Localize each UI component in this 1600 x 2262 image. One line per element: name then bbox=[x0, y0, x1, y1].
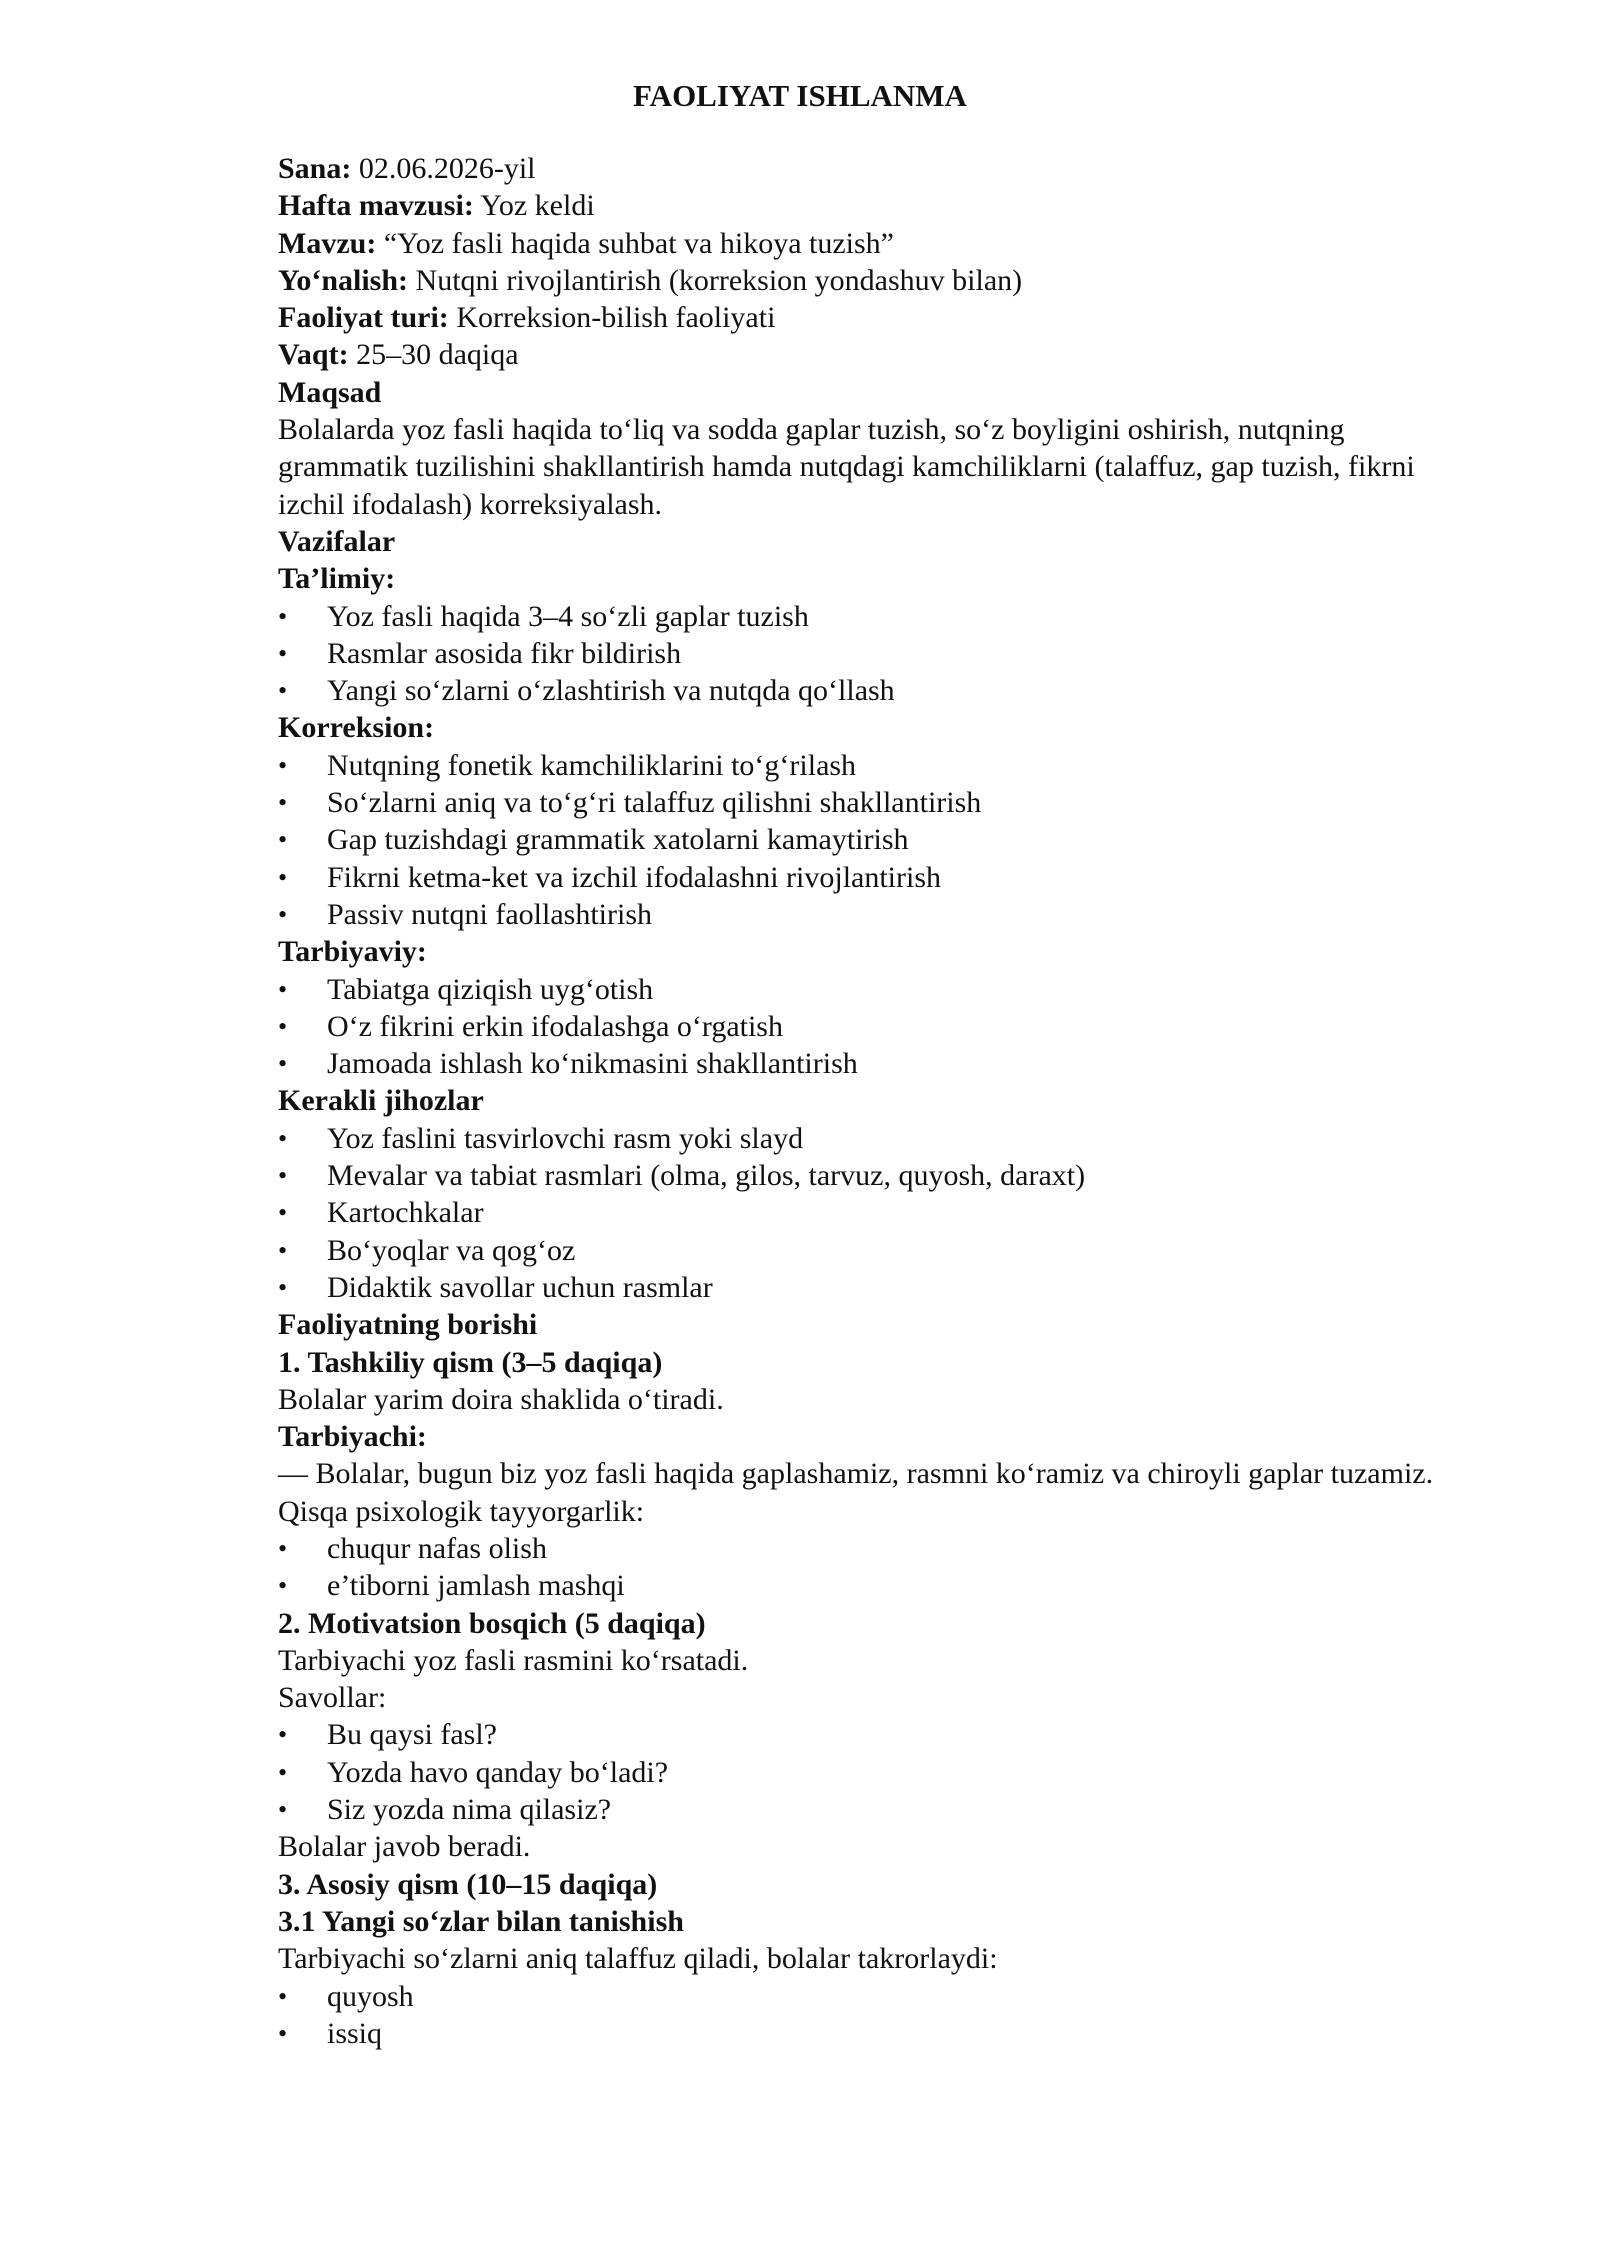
heading-jihozlar: Kerakli jihozlar bbox=[278, 1084, 484, 1118]
list-item: • Fikrni ketma-ket va izchil ifodalashni rivojlantirish bbox=[278, 859, 1458, 896]
meta-activity-type: Faoliyat turi: Korreksion-bilish faoliyati bbox=[278, 301, 776, 335]
bullet-icon: • bbox=[278, 1571, 288, 1601]
section-1-text: Bolalar yarim doira shaklida oʻtiradi. bbox=[278, 1382, 724, 1416]
speaker-label: Tarbiyachi: bbox=[278, 1420, 427, 1454]
meta-direction: Yoʻnalish: Nutqni rivojlantirish (korreksion yondashuv bilan) bbox=[278, 263, 1023, 297]
list-item: • e’tiborni jamlash mashqi bbox=[278, 1567, 1458, 1604]
bullet-icon: • bbox=[278, 1757, 288, 1787]
bullet-icon: • bbox=[278, 862, 288, 892]
list-item: • Boʻyoqlar va qogʻoz bbox=[278, 1232, 1458, 1269]
list-item: • Oʻz fikrini erkin ifodalashga oʻrgatish bbox=[278, 1008, 1458, 1045]
bullet-icon: • bbox=[278, 1720, 288, 1750]
heading-talimiy: Ta’limiy: bbox=[278, 562, 396, 596]
meta-week-theme: Hafta mavzusi: Yoz keldi bbox=[278, 189, 595, 223]
bullet-icon: • bbox=[278, 1235, 288, 1265]
heading-section-3: 3. Asosiy qism (10–15 daqiqa) bbox=[278, 1867, 658, 1901]
heading-section-2: 2. Motivatsion bosqich (5 daqiqa) bbox=[278, 1606, 706, 1640]
bullet-icon: • bbox=[278, 676, 288, 706]
bullet-icon: • bbox=[278, 1533, 288, 1563]
list-item: • Didaktik savollar uchun rasmlar bbox=[278, 1269, 1458, 1306]
list-item: • Kartochkalar bbox=[278, 1194, 1458, 1231]
heading-maqsad: Maqsad bbox=[278, 375, 382, 409]
list-item: • Yoz fasli haqida 3–4 soʻzli gaplar tuzish bbox=[278, 598, 1458, 635]
list-item: • Bu qaysi fasl? bbox=[278, 1716, 1458, 1753]
section-3-text: Tarbiyachi soʻzlarni aniq talaffuz qiladi, bolalar takrorlaydi: bbox=[278, 1942, 998, 1976]
section-2-answer: Bolalar javob beradi. bbox=[278, 1830, 531, 1864]
heading-tarbiyaviy: Tarbiyaviy: bbox=[278, 935, 427, 969]
list-item: • Soʻzlarni aniq va toʻgʻri talaffuz qilishni shakllantirish bbox=[278, 784, 1458, 821]
questions-label: Savollar: bbox=[278, 1681, 387, 1715]
prep-label: Qisqa psixologik tayyorgarlik: bbox=[278, 1494, 645, 1528]
meta-topic: Mavzu: “Yoz fasli haqida suhbat va hikoya tuzish” bbox=[278, 226, 894, 260]
list-item: • Yoz faslini tasvirlovchi rasm yoki slayd bbox=[278, 1120, 1458, 1157]
list-item: • Yozda havo qanday boʻladi? bbox=[278, 1754, 1458, 1791]
list-item: • Siz yozda nima qilasiz? bbox=[278, 1791, 1458, 1828]
bullet-icon: • bbox=[278, 825, 288, 855]
list-item: • Mevalar va tabiat rasmlari (olma, gilos, tarvuz, quyosh, daraxt) bbox=[278, 1157, 1458, 1194]
heading-korreksion: Korreksion: bbox=[278, 711, 435, 745]
bullet-icon: • bbox=[278, 1011, 288, 1041]
list-item: • Tabiatga qiziqish uygʻotish bbox=[278, 971, 1458, 1008]
meta-time: Vaqt: 25–30 daqiqa bbox=[278, 338, 519, 372]
list-item: • Jamoada ishlash koʻnikmasini shakllantirish bbox=[278, 1045, 1458, 1082]
bullet-icon: • bbox=[278, 1161, 288, 1191]
list-item: • chuqur nafas olish bbox=[278, 1530, 1458, 1567]
list-item: • Yangi soʻzlarni oʻzlashtirish va nutqda qoʻllash bbox=[278, 672, 1458, 709]
maqsad-text: Bolalarda yoz fasli haqida toʻliq va sodda gaplar tuzish, soʻz boyligini oshirish, nutqning grammatik tuzilishini shakllantirish hamda nutqdagi kamchiliklarni (talaffuz, gap tuzish, fikrni izchil ifodalash) korreksiyalash. bbox=[278, 413, 1415, 521]
bullet-icon: • bbox=[278, 899, 288, 929]
bullet-icon: • bbox=[278, 974, 288, 1004]
meta-date: Sana: 02.06.2026-yil bbox=[278, 152, 536, 185]
bullet-icon: • bbox=[278, 1049, 288, 1079]
heading-section-1: 1. Tashkiliy qism (3–5 daqiqa) bbox=[278, 1345, 663, 1379]
list-item: • Gap tuzishdagi grammatik xatolarni kamaytirish bbox=[278, 821, 1458, 858]
list-item: • quyosh bbox=[278, 1978, 1458, 2015]
document-title: FAOLIYAT ISHLANMA bbox=[633, 78, 967, 113]
bullet-icon: • bbox=[278, 1272, 288, 1302]
section-2-text: Tarbiyachi yoz fasli rasmini koʻrsatadi. bbox=[278, 1643, 749, 1677]
korreksion-list bbox=[278, 747, 1458, 933]
list-item: • Passiv nutqni faollashtirish bbox=[278, 896, 1458, 933]
bullet-icon: • bbox=[278, 638, 288, 668]
bullet-icon: • bbox=[278, 601, 288, 631]
heading-vazifalar: Vazifalar bbox=[278, 524, 396, 558]
prep-list bbox=[278, 1530, 1458, 1605]
bullet-icon: • bbox=[278, 1123, 288, 1153]
bullet-icon: • bbox=[278, 1795, 288, 1825]
new-words-list bbox=[278, 1978, 1458, 2053]
list-item: • Rasmlar asosida fikr bildirish bbox=[278, 635, 1458, 672]
document-body bbox=[278, 150, 1458, 2052]
bullet-icon: • bbox=[278, 1198, 288, 1228]
heading-section-3-1: 3.1 Yangi soʻzlar bilan tanishish bbox=[278, 1904, 684, 1938]
bullet-icon: • bbox=[278, 1981, 288, 2011]
questions-list bbox=[278, 1716, 1458, 1828]
list-item: • issiq bbox=[278, 2015, 1458, 2052]
bullet-icon: • bbox=[278, 788, 288, 818]
tarbiyaviy-list bbox=[278, 971, 1458, 1083]
list-item: • Nutqning fonetik kamchiliklarini toʻgʻrilash bbox=[278, 747, 1458, 784]
jihozlar-list bbox=[278, 1120, 1458, 1306]
bullet-icon: • bbox=[278, 2018, 288, 2048]
heading-borishi: Faoliyatning borishi bbox=[278, 1308, 538, 1342]
speaker-speech: — Bolalar, bugun biz yoz fasli haqida gaplashamiz, rasmni koʻramiz va chiroyli gaplar tuzamiz. bbox=[278, 1457, 1434, 1491]
bullet-icon: • bbox=[278, 750, 288, 780]
talimiy-list bbox=[278, 598, 1458, 710]
